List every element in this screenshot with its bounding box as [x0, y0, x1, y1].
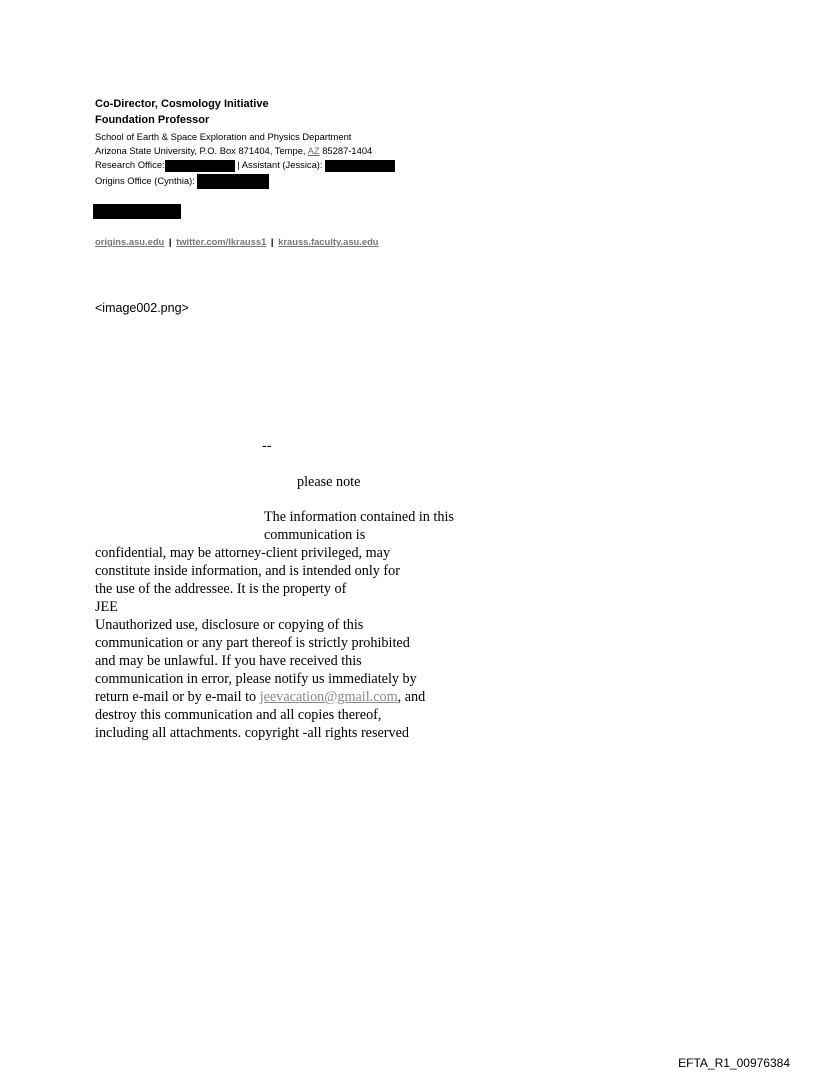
signature-department: School of Earth & Space Exploration and Physics Department — [95, 131, 352, 142]
signature-links — [95, 236, 379, 247]
disclaimer-line: and may be unlawful. If you have received this — [95, 653, 362, 669]
origins-link[interactable]: origins.asu.edu — [95, 236, 165, 247]
email-line-text: return e-mail or by e-mail to — [95, 689, 260, 705]
disclaimer-line: destroy this communication and all copies thereof, — [95, 707, 382, 723]
signature-phones — [95, 159, 395, 172]
document-id: EFTA_R1_00976384 — [678, 1056, 790, 1070]
email-link[interactable]: jeevacation@gmail.com — [259, 689, 398, 705]
disclaimer-line: communication in error, please notify us immediately by — [95, 671, 417, 687]
disclaimer-line: JEE — [95, 599, 118, 615]
disclaimer-body — [95, 544, 425, 742]
signature-address — [95, 145, 372, 156]
disclaimer-email-line — [95, 688, 425, 706]
signature-title-professor: Foundation Professor — [95, 114, 210, 126]
disclaimer-line: confidential, may be attorney-client privileged, may — [95, 545, 391, 561]
address-state-link[interactable]: AZ — [307, 145, 320, 156]
address-text: Arizona State University, P.O. Box 871404, Tempe, — [95, 145, 308, 156]
signature-title-codirector: Co-Director, Cosmology Initiative — [95, 98, 269, 110]
disclaimer-line: including all attachments. copyright -all rights reserved — [95, 725, 410, 741]
redaction-box — [165, 160, 235, 172]
twitter-link[interactable]: twitter.com/lkrauss1 — [176, 236, 267, 247]
disclaimer-line: communication or any part thereof is strictly prohibited — [95, 635, 410, 651]
disclaimer-line: the use of the addressee. It is the property of — [95, 581, 347, 597]
disclaimer-line: constitute inside information, and is intended only for — [95, 563, 400, 579]
research-office-label: Research Office: — [95, 159, 165, 170]
address-zip: 85287-1404 — [319, 145, 373, 156]
redaction-box — [93, 204, 181, 219]
email-line-tail: , and — [397, 689, 426, 705]
disclaimer-intro-line: The information contained in this — [264, 509, 454, 525]
faculty-link[interactable]: krauss.faculty.asu.edu — [278, 236, 379, 247]
disclaimer-line: Unauthorized use, disclosure or copying of this — [95, 617, 364, 633]
redaction-box — [325, 160, 395, 172]
attachment-placeholder: <image002.png> — [95, 301, 189, 315]
assistant-label: | Assistant (Jessica): — [234, 159, 323, 170]
link-separator: | — [168, 236, 172, 247]
please-note: please note — [297, 474, 361, 490]
signature-dashes: -- — [262, 438, 272, 454]
origins-office-label: Origins Office (Cynthia): — [95, 174, 195, 186]
redaction-box — [197, 174, 269, 189]
signature-origins-office — [95, 174, 269, 189]
disclaimer-intro-line: communication is — [264, 527, 366, 543]
link-separator: | — [270, 236, 274, 247]
